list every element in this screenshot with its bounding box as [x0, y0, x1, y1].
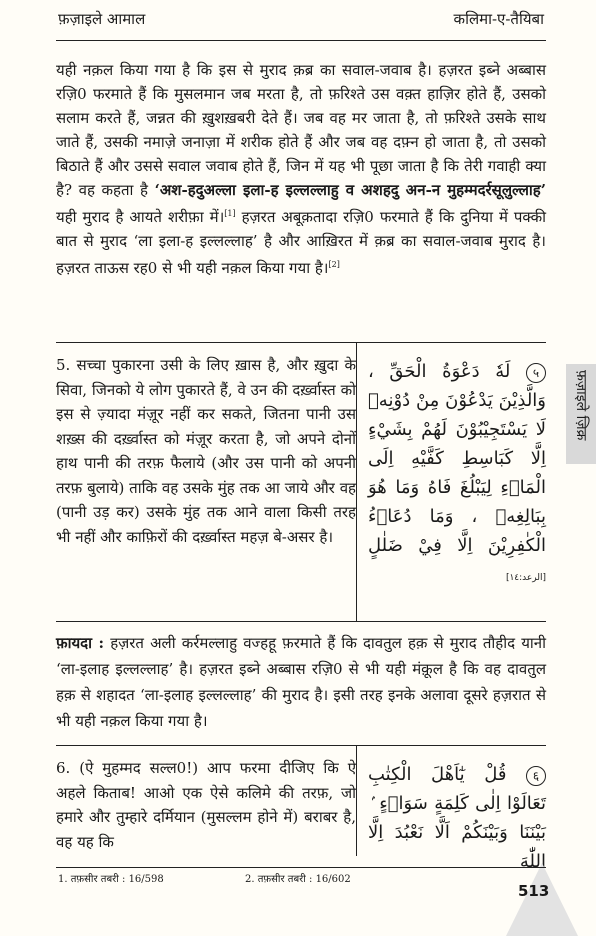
chapter-title: कलिमा-ए-तैयिबा [453, 10, 544, 28]
verse-6-number: ६ [526, 766, 546, 786]
intro-text-2: यही मुराद है आयते शरीफ़ा में। [56, 208, 225, 226]
column-divider [356, 343, 357, 621]
side-tab-label: फ़ज़ाइले ज़िक्र [573, 370, 589, 441]
footnote-mark-1: [1] [224, 209, 236, 218]
verse-5-reference: [الرعد:١٤] [505, 573, 546, 583]
footnote-2: 2. तफ़सीर तबरी : 16/602 [245, 874, 351, 885]
kalima-shahadat: ‘अश-हदुअल्ला इला-ह इल्लल्लाहु व अशहदु अन-न मुहम्मदर्रसूलुल्लाह’ [154, 181, 546, 199]
verse-6-translation: 6. (ऐ मुहम्मद सल्ल0!) आप फरमा दीजिए कि ऐ अहले किताब! आओ एक ऐसे कलिमे की तरफ़, जो हमारे और तुम्हारे दर्मियान (मुसल्लम होने में) बराबर है, वह यह कि [56, 759, 356, 851]
verse-5-translation: 5. सच्चा पुकारना उसी के लिए ख़ास है, और ख़ुदा के सिवा, जिनको ये लोग पुकारते हैं, वे उन की दर्ख़्वास्त को इस से ज़्यादा मंज़ूर नहीं कर सकते, जितना पानी उस शख़्स की दर्ख़्वास्त को मंज़ूर करता है, जो अपने दोनों हाथ पानी की तरफ़ फैलाये (और उस पानी को अपनी तरफ़ बुलाये) ताकि वह उसके मुंह तक आ जाये और वह (पानी उड़ कर) उसके मुंह तक आने वाला किसी तरह भी नहीं और काफ़िरों की दर्ख़्वास्त महज़ बे-असर है। [56, 356, 356, 546]
benefit-paragraph [56, 630, 546, 734]
verse-6-arabic-text: قُلْ يٰٓاَهْلَ الْكِتٰبِ تَعَالَوْا اِلٰى كَلِمَةٍ سَوَاۤءٍ ۢ بَيْنَنَا وَبَيْنَكُمْ اَلَّا نَعْبُدَ اِلَّا اللّٰهَ [368, 764, 546, 872]
verse-6-arabic [368, 760, 546, 876]
verse-5-arabic-text: لَهٗ دَعْوَةُ الْحَقِّ ، وَالَّذِيْنَ يَدْعُوْنَ مِنْ دُوْنِهٖ لَا يَسْتَجِيْبُوْنَ لَهُمْ بِشَيْءٍ اِلَّا كَبَاسِطِ كَفَّيْهِ اِلَى الْمَاۤءِ لِيَبْلُغَ فَاهُ وَمَا هُوَ بِبَالِغِهٖ ، وَمَا دُعَاۤءُ الْكٰفِرِيْنَ اِلَّا فِيْ ضَلٰلٍ [368, 361, 546, 556]
intro-text-1: यही नक़ल किया गया है कि इस से मुराद क़ब्र का सवाल-जवाब है। हज़रत इब्ने अब्बास रज़ि0 फरमाते हैं कि मुसलमान जब मरता है, तो फ़रिश्ते उस वक़्त हाज़िर होते हैं, उसको सलाम करते हैं, जन्नत की ख़ुशख़बरी देते हैं। जब वह मर जाता है, तो फ़रिश्ते उसके साथ जाते हैं, उसकी नमाज़े जनाज़ा में शरीक होते हैं और जब वह दफ़्न हो जाता है, तो उसको बिठाते हैं और उससे सवाल जवाब होते हैं, जिन में यह भी पूछा जाता है कि तेरी गवाही क्या है? वह कहता है [56, 61, 546, 199]
footnote-rule [56, 867, 546, 868]
page-header [56, 0, 546, 41]
footnote-1: 1. तफ़सीर तबरी : 16/598 [58, 874, 164, 885]
benefit-text: हज़रत अली कर्रमल्लाहु वज्हहू फ़रमाते हैं कि दावतुल हक़ से मुराद तौहीद यानी ‘ला-इलाह इल्लल्लाह’ है। हज़रत इब्ने अब्बास रज़ि0 से भी यही मंक़ूल है कि वह दावतुल हक़ से शहादत ‘ला-इलाह इल्लल्लाह’ की मुराद है। इसी तरह इनके अलावा दूसरे हज़रात से भी यही नक़ल किया गया है। [56, 634, 546, 730]
verse-box-6 [56, 745, 546, 872]
verse-5-number: ५ [526, 363, 546, 383]
verse-box-5 [56, 342, 546, 622]
footnote-mark-2: [2] [328, 260, 340, 269]
book-title: फ़ज़ाइले आमाल [58, 10, 146, 28]
column-divider [356, 746, 357, 856]
side-section-tab [566, 364, 596, 464]
benefit-label: फ़ायदा : [56, 634, 105, 652]
verse-5-arabic [368, 357, 546, 593]
intro-paragraph [56, 58, 546, 280]
page-number: 513 [518, 882, 550, 900]
intro-text-3: हज़रत अबूक़तादा रज़ि0 फरमाते हैं कि दुनिया में पक्की बात से मुराद ‘ला इला-ह इल्लल्लाह’ है और आख़िरत में क़ब्र का सवाल-जवाब मुराद है। हज़रत ताऊस रह0 से भी यही नक़ल किया गया है। [56, 208, 547, 277]
